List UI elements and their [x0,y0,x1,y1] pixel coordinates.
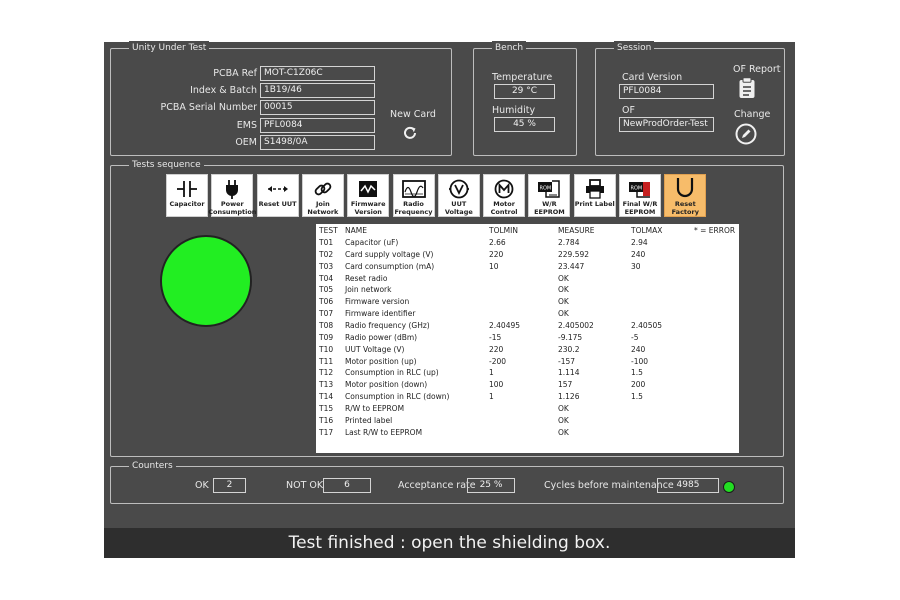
cell-name: Radio power (dBm) [345,332,418,342]
test-button-uut-voltage[interactable] [438,174,480,217]
printer-icon [585,178,605,200]
uut-field-value: MOT-C1Z06C [260,66,375,81]
test-button-label: Radio Frequency [394,200,433,216]
cell-tolmin: 10 [489,261,499,271]
cell-name: Card supply voltage (V) [345,249,434,259]
test-button-reset-factory[interactable] [664,174,706,217]
cycles-label: Cycles before maintenance [544,480,674,491]
link-icon [313,178,333,200]
cell-tolmin: 1 [489,392,494,402]
cell-measure: 157 [558,380,573,390]
motor-icon [494,178,514,200]
cell-test: T09 [319,332,334,342]
cell-measure: OK [558,403,569,413]
uut-field-value: 00015 [260,100,375,115]
cell-measure: -157 [558,356,576,366]
header-test: TEST [319,226,338,235]
temperature-label: Temperature [492,72,553,83]
table-row [316,308,739,320]
cell-test: T13 [319,380,334,390]
test-button-power-consumption[interactable] [208,174,257,217]
status-led [723,481,735,493]
cell-name: Consumption in RLC (down) [345,392,450,402]
cell-name: Motor position (down) [345,380,428,390]
cell-test: T03 [319,261,334,271]
of-value: NewProdOrder-Test [619,117,714,132]
cell-measure: OK [558,415,569,425]
eeprom-icon [537,178,561,200]
eeprom-final-icon [628,178,652,200]
cell-measure: OK [558,285,569,295]
humidity-label: Humidity [492,105,536,116]
cell-measure: 1.126 [558,392,580,402]
cell-measure: 2.784 [558,238,580,247]
test-button-w-r-eeprom[interactable] [528,174,570,217]
table-row [316,320,739,332]
cell-name: Capacitor (uF) [345,238,399,247]
uut-field-value: PFL0084 [260,118,375,133]
clipboard-icon[interactable] [738,77,756,99]
uut-field-label: PCBA Serial Number [160,102,257,113]
cell-tolmin: 220 [489,249,504,259]
of-report-label: OF Report [733,64,781,75]
bench-group-title: Bench [492,41,526,55]
cell-test: T15 [319,403,334,413]
cell-tolmin: -15 [489,332,502,342]
test-button-label: Motor Control [490,200,518,216]
ok-label: OK [195,480,209,491]
test-button-final-w-r-eeprom[interactable] [619,174,661,217]
test-button-print-label[interactable] [574,174,616,217]
counters-group-title: Counters [129,459,176,473]
voltmeter-icon [449,178,469,200]
new-card-label: New Card [390,109,436,120]
card-version-value: PFL0084 [619,84,714,99]
plug-icon [224,178,240,200]
cell-tolmax: 240 [631,249,646,259]
humidity-value: 45 % [494,117,555,132]
cell-measure: 23.447 [558,261,585,271]
cell-test: T05 [319,285,334,295]
header-tolmin: TOLMIN [489,226,518,235]
table-row [316,403,739,415]
cell-test: T10 [319,344,334,354]
uut-group-title: Unity Under Test [129,41,209,55]
test-button-firmware-version[interactable] [347,174,389,217]
result-indicator [160,235,252,327]
header-name: NAME [345,226,367,235]
cell-tolmax: 200 [631,380,646,390]
cell-tolmin: 1 [489,368,494,378]
test-button-label: Final W/R EEPROM [622,200,658,216]
table-row [316,249,739,261]
cell-name: Join network [345,285,392,295]
table-row [316,332,739,344]
test-button-label: Firmware Version [350,200,386,216]
uut-field-label: EMS [236,120,257,131]
cell-tolmax: 240 [631,344,646,354]
acceptance-rate-label: Acceptance rate [398,480,476,491]
cell-tolmin: 100 [489,380,504,390]
cell-test: T08 [319,320,334,330]
waveform-icon [358,178,378,200]
cell-measure: OK [558,297,569,307]
not-ok-label: NOT OK [286,480,324,491]
test-button-label: Power Consumption [208,200,257,216]
cell-name: Radio frequency (GHz) [345,320,430,330]
cell-test: T12 [319,368,334,378]
oscilloscope-icon [402,178,426,200]
cell-tolmax: -5 [631,332,639,342]
table-row [316,415,739,427]
cell-tolmax: -100 [631,356,649,366]
test-button-label: Join Network [307,200,339,216]
table-row [316,356,739,368]
test-button-label: Reset Factory [671,200,699,216]
table-row [316,237,739,249]
cell-name: Firmware version [345,297,410,307]
cell-name: UUT Voltage (V) [345,344,405,354]
uut-field-label: Index & Batch [190,85,257,96]
cell-measure: OK [558,427,569,437]
cell-tolmax: 30 [631,261,641,271]
cell-tolmax: 1.5 [631,368,643,378]
edit-circle-icon[interactable] [735,123,757,145]
test-button-reset-uut[interactable] [257,174,299,217]
magnet-icon [675,178,695,200]
results-table [316,224,739,453]
cell-measure: 230.2 [558,344,580,354]
cell-name: Firmware identifier [345,309,416,319]
cell-name: Last R/W to EEPROM [345,427,423,437]
cell-tolmax: 1.5 [631,392,643,402]
cell-measure: OK [558,309,569,319]
header-measure: MEASURE [558,226,595,235]
test-button-motor-control[interactable] [483,174,525,217]
test-button-label: Capacitor [169,200,205,208]
cell-test: T04 [319,273,334,283]
cell-name: Printed label [345,415,393,425]
not-ok-value: 6 [323,478,371,493]
cell-test: T07 [319,309,334,319]
card-version-label: Card Version [622,72,683,83]
cycles-value: 4985 [657,478,719,493]
cell-test: T14 [319,392,334,402]
cell-measure: OK [558,273,569,283]
test-button-label: W/R EEPROM [534,200,565,216]
cell-tolmin: 2.66 [489,238,506,247]
cell-name: Motor position (up) [345,356,417,366]
table-row [316,427,739,439]
test-button-label: Reset UUT [258,200,297,208]
cell-test: T16 [319,415,334,425]
status-message: Test finished : open the shielding box. [104,528,795,558]
svg-text:ROM: ROM [539,185,552,192]
table-row [316,284,739,296]
cell-measure: 2.405002 [558,320,594,330]
svg-text:ROM: ROM [630,185,643,192]
tester-window [104,42,795,558]
cell-test: T02 [319,249,334,259]
table-row [316,296,739,308]
acceptance-rate-value: 25 % [467,478,515,493]
uut-field-value: 1B19/46 [260,83,375,98]
cell-tolmax: 2.40505 [631,320,663,330]
uut-field-label: OEM [235,137,257,148]
cell-measure: -9.175 [558,332,583,342]
header-tolmax: TOLMAX [631,226,663,235]
change-label: Change [734,109,771,120]
table-row [316,367,739,379]
cell-test: T06 [319,297,334,307]
results-header [316,225,739,237]
test-button-join-network[interactable] [302,174,344,217]
cell-measure: 1.114 [558,368,580,378]
table-row [316,391,739,403]
reset-arrows-icon [267,178,289,200]
temperature-value: 29 °C [494,84,555,99]
test-button-label: Print Label [574,200,615,208]
cell-name: Card consumption (mA) [345,261,435,271]
uut-field-label: PCBA Ref [213,68,257,79]
cell-test: T11 [319,356,334,366]
cell-tolmin: -200 [489,356,507,366]
uut-field-value: S1498/0A [260,135,375,150]
session-group-title: Session [614,41,654,55]
cell-tolmin: 2.40495 [489,320,521,330]
cell-tolmin: 220 [489,344,504,354]
cell-tolmax: 2.94 [631,238,648,247]
of-label: OF [622,105,635,116]
table-row [316,379,739,391]
table-row [316,261,739,273]
test-button-capacitor[interactable] [166,174,208,217]
cell-name: Consumption in RLC (up) [345,368,439,378]
header-error: * = ERROR [694,226,736,235]
ok-value: 2 [213,478,246,493]
refresh-icon[interactable] [401,124,419,142]
tests-group-title: Tests sequence [129,158,204,172]
cell-name: R/W to EEPROM [345,403,405,413]
cell-measure: 229.592 [558,249,590,259]
table-row [316,344,739,356]
cell-test: T01 [319,238,334,247]
test-button-radio-frequency[interactable] [393,174,435,217]
cell-name: Reset radio [345,273,388,283]
test-button-label: UUT Voltage [444,200,473,216]
capacitor-icon [176,178,198,200]
cell-test: T17 [319,427,334,437]
bench-group [473,43,577,156]
table-row [316,273,739,285]
